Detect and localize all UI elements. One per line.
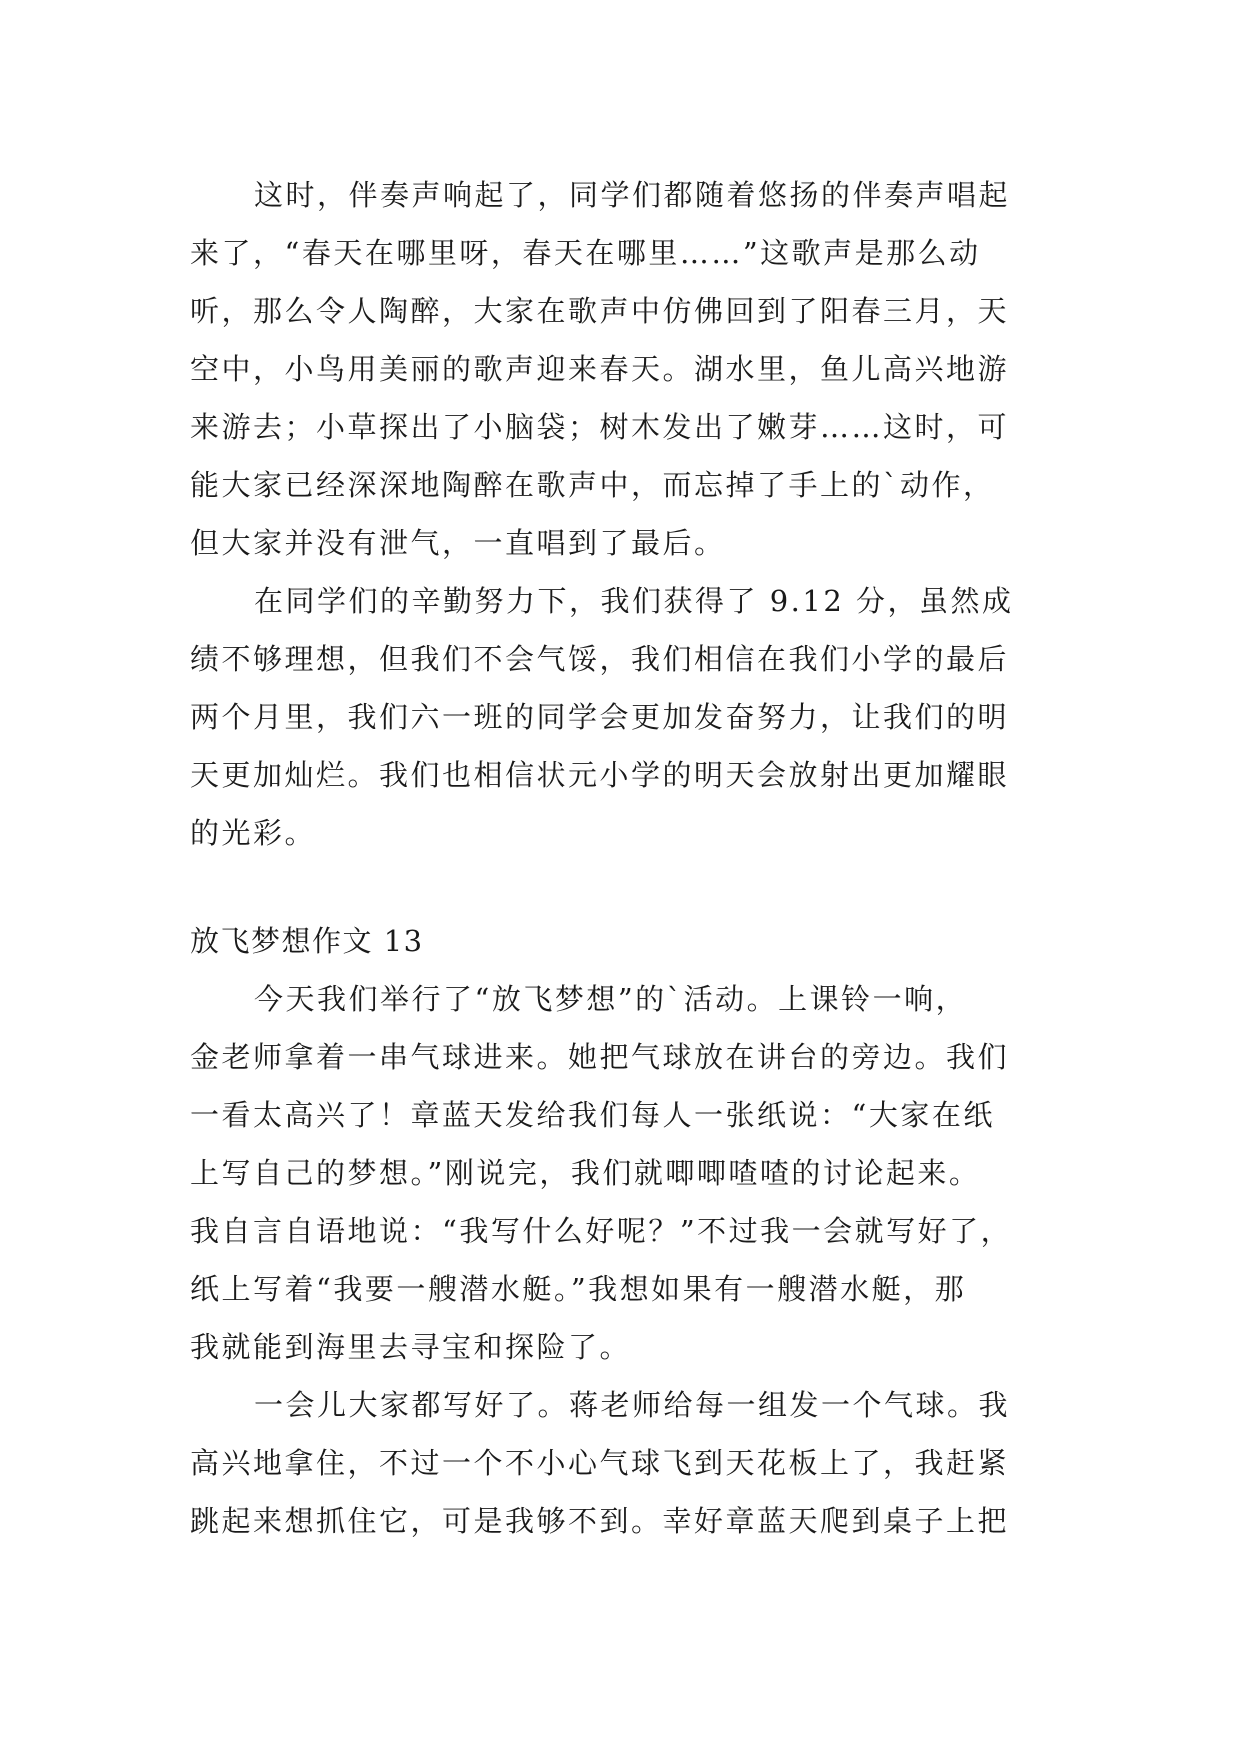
text-line: 金老师拿着一串气球进来。她把气球放在讲台的旁边。我们	[190, 1040, 1010, 1074]
text-line: 纸上写着“我要一艘潜水艇。”我想如果有一艘潜水艇，那	[190, 1272, 967, 1306]
text-line: 跳起来想抓住它，可是我够不到。幸好章蓝天爬到桌子上把	[190, 1504, 1010, 1538]
paragraph-2	[190, 572, 1050, 862]
text-line: 在同学们的辛勤努力下，我们获得了 9.12 分，虽然成	[254, 584, 1014, 618]
section-heading: 放飞梦想作文 13	[190, 924, 424, 958]
text-line: 来了，“春天在哪里呀，春天在哪里……”这歌声是那么动	[190, 236, 981, 270]
text-line: 一看太高兴了！章蓝天发给我们每人一张纸说：“大家在纸	[190, 1098, 995, 1132]
text-line: 但大家并没有泄气，一直唱到了最后。	[190, 526, 726, 560]
text-line: 的光彩。	[190, 816, 317, 850]
text-line: 天更加灿烂。我们也相信状元小学的明天会放射出更加耀眼	[190, 758, 1010, 792]
text-line: 空中，小鸟用美丽的歌声迎来春天。湖水里，鱼儿高兴地游	[190, 352, 1010, 386]
text-line: 这时，伴奏声响起了，同学们都随着悠扬的伴奏声唱起	[254, 178, 1011, 212]
text-line: 我自言自语地说：“我写什么好呢？”不过我一会就写好了，	[190, 1214, 1013, 1248]
text-line: 我就能到海里去寻宝和探险了。	[190, 1330, 632, 1364]
paragraph-1	[190, 166, 1050, 572]
text-line: 来游去；小草探出了小脑袋；树木发出了嫩芽……这时，可	[190, 410, 1010, 444]
paragraph-3	[190, 970, 1050, 1376]
text-line: 高兴地拿住，不过一个不小心气球飞到天花板上了，我赶紧	[190, 1446, 1010, 1480]
paragraph-4	[190, 1376, 1050, 1550]
text-line: 绩不够理想，但我们不会气馁，我们相信在我们小学的最后	[190, 642, 1010, 676]
text-line: 两个月里，我们六一班的同学会更加发奋努力，让我们的明	[190, 700, 1010, 734]
text-line: 今天我们举行了“放飞梦想”的`活动。上课铃一响，	[254, 982, 968, 1016]
text-line: 能大家已经深深地陶醉在歌声中，而忘掉了手上的`动作，	[190, 468, 995, 502]
text-line: 听，那么令人陶醉，大家在歌声中仿佛回到了阳春三月，天	[190, 294, 1010, 328]
text-line: 上写自己的梦想。”刚说完，我们就唧唧喳喳的讨论起来。	[190, 1156, 981, 1190]
text-line: 一会儿大家都写好了。蒋老师给每一组发一个气球。我	[254, 1388, 1011, 1422]
